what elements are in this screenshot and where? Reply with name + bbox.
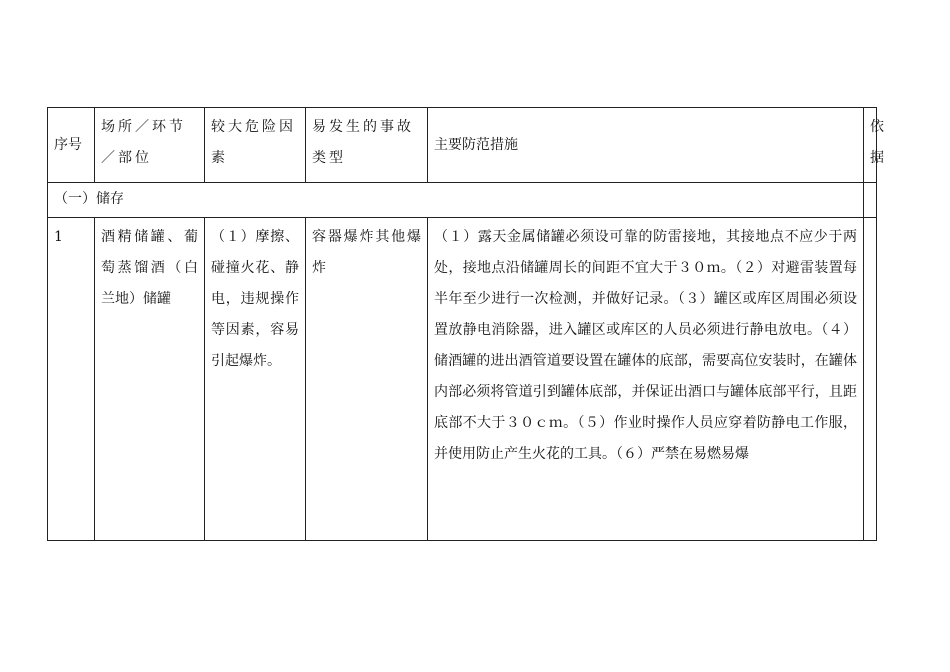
row-no: 1 [48, 218, 95, 541]
row-accident: 容器爆炸其他爆炸 [306, 218, 428, 541]
row-measures: （１）露天金属储罐必须设可靠的防雷接地，其接地点不应少于两处，接地点沿储罐周长的间距不宜大于３０ｍ。（２）对避雷装置每半年至少进行一次检测，并做好记录。（３）罐区或库区周围必须设置放静电消除器，进入罐区或库区的人员必须进行静电放电。（４）储酒罐的进出酒管道要设置在罐体的底部，需要高位安装时，在罐体内部必须将管道引到罐体底部，并保证出酒口与罐体底部平行，且距底部不大于３０ｃｍ。（５）作业时操作人员应穿着防静电工作服，并使用防止产生火花的工具。（６）严禁在易燃易爆 [428, 218, 864, 541]
section-basis-cell [864, 183, 877, 218]
hazard-table [47, 107, 884, 541]
section-title: （一）储存 [48, 183, 864, 218]
table-row [48, 218, 877, 541]
header-basis: 依据 [864, 108, 877, 183]
row-place: 酒精储罐、葡萄蒸馏酒（白兰地）储罐 [95, 218, 205, 541]
header-place: 场所／环节／部位 [95, 108, 205, 183]
header-measures: 主要防范措施 [428, 108, 864, 183]
header-accident: 易发生的事故类型 [306, 108, 428, 183]
row-hazard: （１）摩擦、碰撞火花、静电，违规操作等因素，容易引起爆炸。 [205, 218, 306, 541]
section-row [48, 183, 877, 218]
header-hazard: 较大危险因素 [205, 108, 306, 183]
header-row [48, 108, 877, 183]
row-basis [864, 218, 877, 541]
header-no: 序号 [48, 108, 95, 183]
